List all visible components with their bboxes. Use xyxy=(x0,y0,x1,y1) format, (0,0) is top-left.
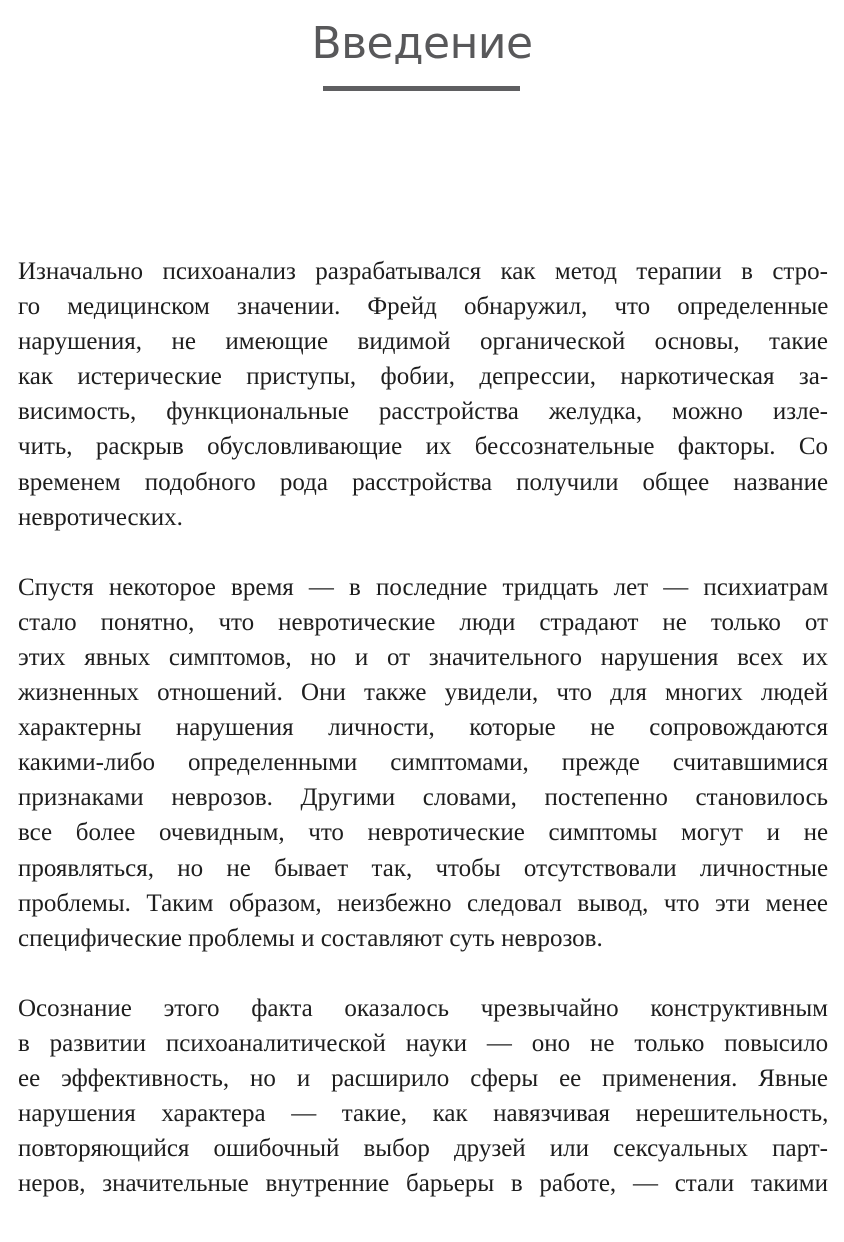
text-line: неров, значительные внутренние барьеры в работе, — стали такими xyxy=(18,1170,828,1198)
text-line: повторяющийся ошибочный выбор друзей или сексуальных парт- xyxy=(18,1135,828,1163)
text-line: нарушения характера — такие, как навязчивая нерешительность, xyxy=(18,1100,828,1128)
text-line: стало понятно, что невротические люди страдают не только от xyxy=(18,608,828,636)
text-line: нарушения, не имеющие видимой органической основы, такие xyxy=(18,328,828,356)
text-line: Осознание этого факта оказалось чрезвычайно конструктивным xyxy=(18,994,828,1022)
text-line: как истерические приступы, фобии, депрессии, наркотическая за- xyxy=(18,363,828,391)
text-line: признаками неврозов. Другими словами, постепенно становилось xyxy=(18,784,828,812)
text-line: Изначально психоанализ разрабатывался как метод терапии в стро- xyxy=(18,258,828,285)
text-line: ее эффективность, но и расширило сферы ее применения. Явные xyxy=(18,1064,828,1092)
title-underline xyxy=(323,86,520,91)
paragraph-2 xyxy=(18,570,828,956)
paragraph-3 xyxy=(18,991,828,1202)
text-line: этих явных симптомов, но и от значительного нарушения всех их xyxy=(18,643,828,671)
text-line: жизненных отношений. Они также увидели, что для многих людей xyxy=(18,679,828,707)
text-line: висимость, функциональные расстройства желудка, можно изле- xyxy=(18,398,828,426)
text-line: Спустя некоторое время — в последние тридцать лет — психиатрам xyxy=(18,573,828,601)
text-line: чить, раскрыв обусловливающие их бессознательные факторы. Со xyxy=(18,433,828,461)
text-line: характерны нарушения личности, которые не сопровождаются xyxy=(18,714,828,742)
text-line: временем подобного рода расстройства получили общее название xyxy=(18,468,828,496)
text-line: в развитии психоаналитической науки — оно не только повысило xyxy=(18,1029,828,1057)
text-line: проблемы. Таким образом, неизбежно следовал вывод, что эти менее xyxy=(18,889,828,917)
paragraph-1 xyxy=(18,254,828,535)
text-line: го медицинском значении. Фрейд обнаружил, что определенные xyxy=(18,293,828,321)
text-line: все более очевидным, что невротические симптомы могут и не xyxy=(18,819,828,847)
chapter-title: Введение xyxy=(311,18,533,69)
text-line: специфические проблемы и составляют суть неврозов. xyxy=(18,924,603,952)
text-line: проявляться, но не бывает так, чтобы отсутствовали личностные xyxy=(18,854,828,882)
text-line: невротических. xyxy=(18,503,183,531)
text-line: какими-либо определенными симптомами, прежде считавшимися xyxy=(18,749,828,777)
chapter-body xyxy=(18,254,828,1201)
